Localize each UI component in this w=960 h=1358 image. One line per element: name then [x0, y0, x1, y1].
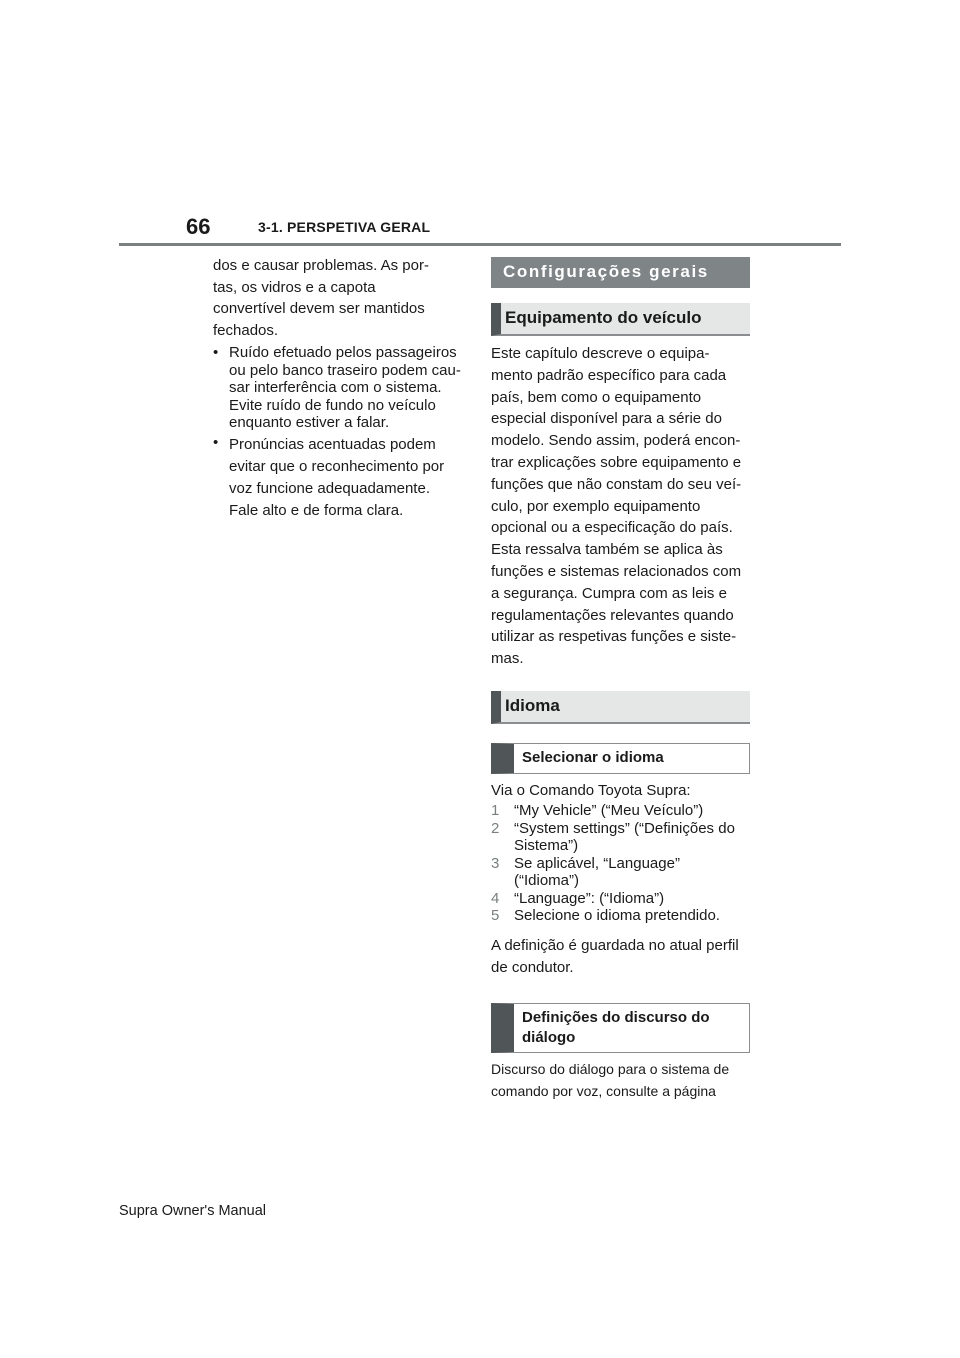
text-line: especial disponível para a série do [491, 410, 722, 428]
bullet-line: • Ruído efetuado pelos passageiros [229, 344, 457, 361]
text-line: de condutor. [491, 958, 574, 976]
step-1 [491, 802, 750, 820]
step-text: Se aplicável, “Language” [514, 854, 680, 872]
text-line: regulamentações relevantes quando [491, 606, 734, 624]
text-line: comando por voz, consulte a página [491, 1083, 716, 1099]
continuation-line: tas, os vidros e a capota [213, 278, 376, 296]
text-line: A definição é guardada no atual perfil [491, 937, 739, 954]
bullet-line: enquanto estiver a falar. [229, 414, 390, 431]
language-steps [491, 781, 750, 925]
manual-name: Supra Owner's Manual [119, 1203, 267, 1219]
select-language-heading-text: Selecionar o idioma [522, 749, 664, 766]
step-text: “System settings” (“Definições do [514, 819, 735, 837]
section-title: 3-1. PERSPETIVA GERAL [258, 219, 431, 235]
page-number: 66 [186, 214, 211, 239]
dialog-speech-heading-line: diálogo [522, 1028, 576, 1046]
step-number: 2 [491, 819, 500, 837]
text-line: Este capítulo descreve o equipa- [491, 345, 710, 362]
vehicle-equipment-heading-text: Equipamento do veículo [505, 308, 702, 327]
language-saved-note [491, 935, 750, 979]
text-line: país, bem como o equipamento [491, 388, 702, 406]
text-line: a segurança. Cumpra com as leis e [491, 584, 727, 602]
continuation-line: dos e causar problemas. As por- [213, 257, 429, 274]
bullet-item-accents [213, 434, 468, 522]
text-line: culo, por exemplo equipamento [491, 497, 701, 515]
dialog-speech-text [491, 1058, 750, 1102]
bullet-line: Evite ruído de fundo no veículo [229, 396, 436, 414]
text-line: funções que não constam do seu veí- [491, 475, 742, 493]
step-3 [491, 855, 750, 890]
bullet-item-noise [213, 344, 468, 432]
step-5 [491, 907, 750, 925]
language-heading-text: Idioma [505, 696, 560, 715]
text-line: funções e sistemas relacionados com [491, 562, 742, 580]
steps-intro: Via o Comando Toyota Supra: [491, 782, 691, 799]
bullet-line: evitar que o reconhecimento por [229, 457, 445, 475]
bullet-line: ou pelo banco traseiro podem cau- [229, 361, 461, 379]
text-line: Discurso do diálogo para o sistema de [491, 1061, 730, 1077]
continuation-line: fechados. [213, 321, 279, 339]
step-text: “My Vehicle” (“Meu Veículo”) [514, 802, 704, 819]
step-text: (“Idioma”) [514, 872, 580, 889]
bullet-line: Fale alto e de forma clara. [229, 501, 404, 519]
text-line: modelo. Sendo assim, poderá encon- [491, 432, 741, 450]
left-column [213, 255, 468, 522]
bullet-line: • Pronúncias acentuadas podem [229, 435, 436, 453]
step-number: 1 [491, 802, 500, 819]
step-text: Selecione o idioma pretendido. [514, 907, 720, 924]
bullet-line: voz funcione adequadamente. [229, 479, 430, 497]
text-line: Esta ressalva também se aplica às [491, 541, 723, 559]
general-settings-heading: Configurações gerais [491, 257, 750, 288]
step-text: Sistema”) [514, 837, 579, 854]
text-line: utilizar as respetivas funções e siste- [491, 628, 737, 646]
vehicle-equipment-text [491, 343, 750, 670]
step-2 [491, 820, 750, 855]
language-heading [491, 691, 750, 724]
dialog-speech-heading [491, 1003, 750, 1053]
continuation-line: convertível devem ser mantidos [213, 300, 425, 317]
text-line: mento padrão específico para cada [491, 366, 727, 384]
step-number: 5 [491, 907, 500, 924]
step-4 [491, 890, 750, 908]
header-divider [119, 243, 841, 246]
select-language-heading [491, 743, 750, 774]
text-line: opcional ou a especificação do país. [491, 519, 733, 537]
bullet-line: sar interferência com o sistema. [229, 379, 442, 396]
text-line: trar explicações sobre equipamento e [491, 453, 742, 471]
dialog-speech-heading-line: Definições do discurso do [522, 1009, 710, 1026]
text-line: mas. [491, 650, 524, 668]
step-text: “Language”: (“Idioma”) [514, 889, 665, 907]
step-number: 4 [491, 889, 500, 907]
vehicle-equipment-heading [491, 303, 750, 336]
step-number: 3 [491, 854, 500, 872]
